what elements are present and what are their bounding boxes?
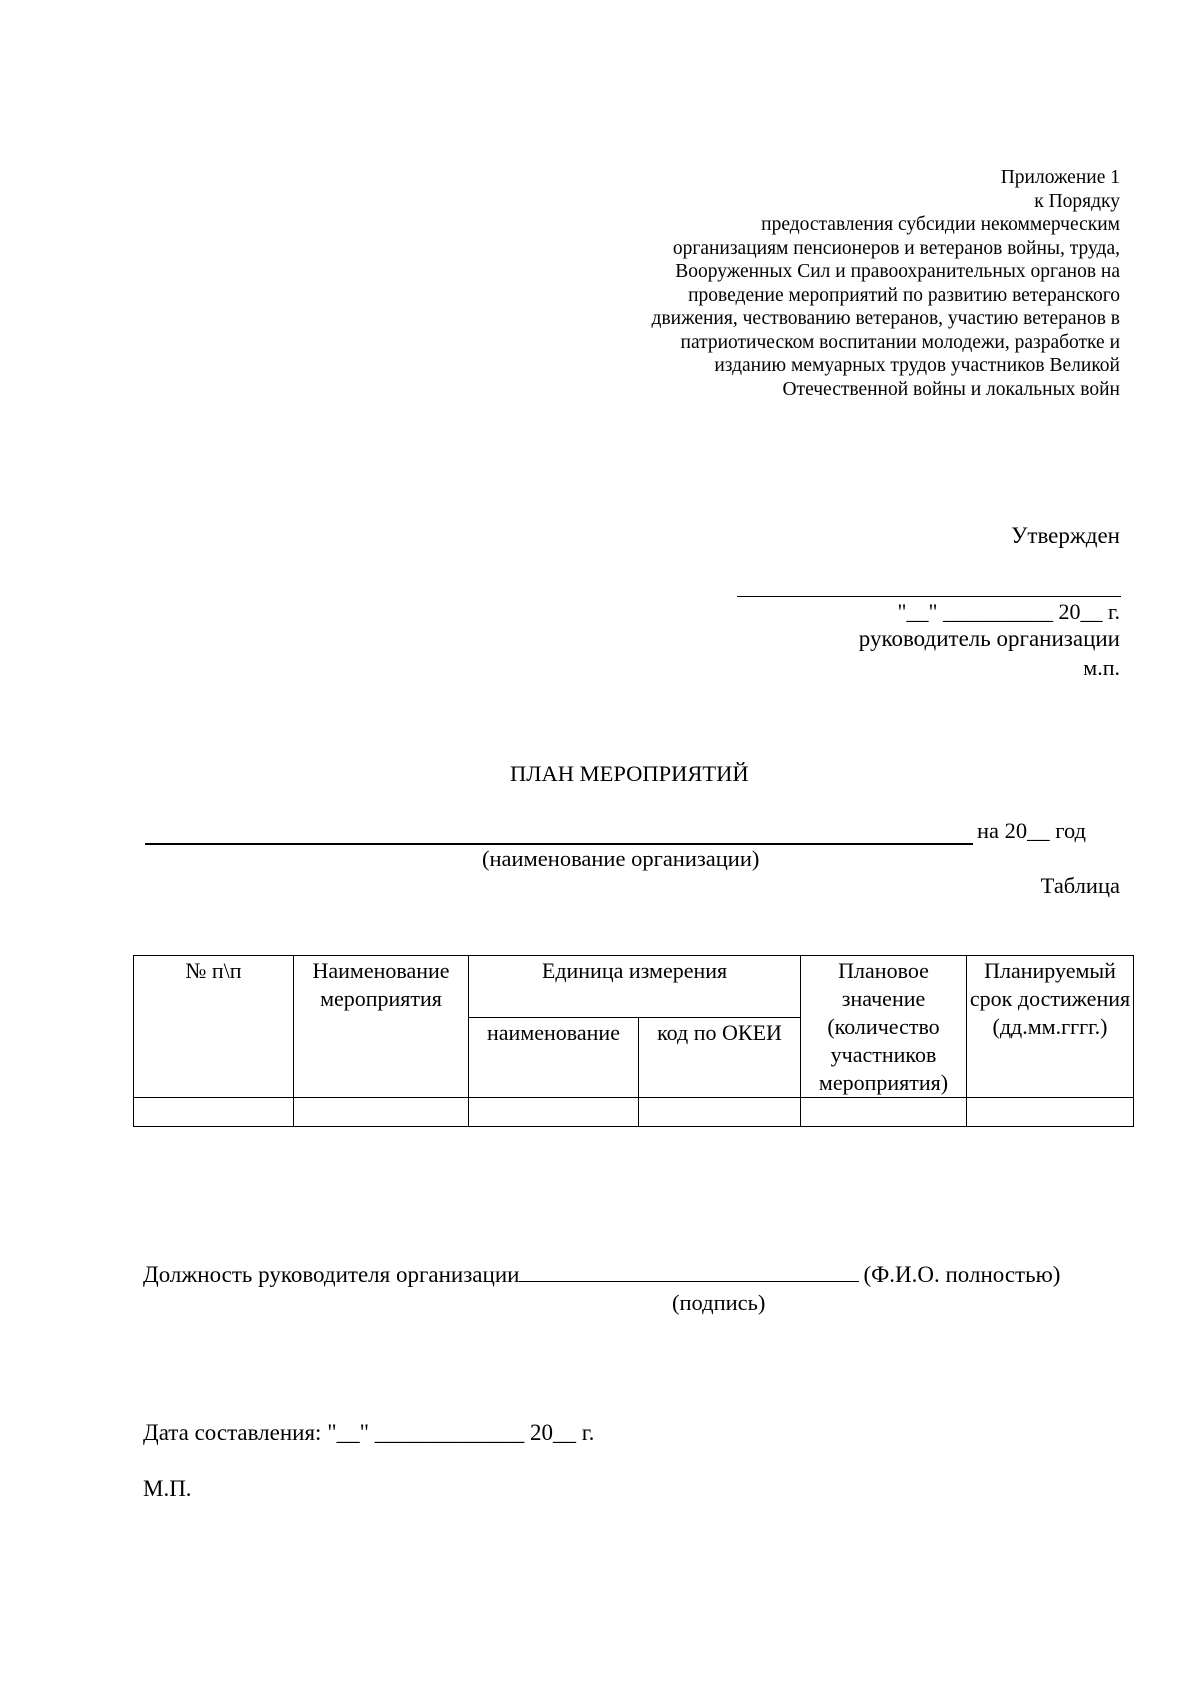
table-row [134, 1098, 1134, 1127]
plan-year: на 20__ год [977, 818, 1086, 843]
table-cell [801, 1098, 967, 1127]
appendix-line: изданию мемуарных трудов участников Великой [714, 355, 1120, 376]
appendix-block [560, 166, 1120, 401]
approved-title: Утвержден [1011, 523, 1120, 548]
events-plan-table [133, 955, 1134, 1127]
table-cell [967, 1098, 1134, 1127]
header-unit-code: код по ОКЕИ [639, 1018, 801, 1098]
table-header-row [134, 956, 1134, 1018]
appendix-line: Отечественной войны и локальных войн [782, 378, 1120, 400]
header-unit-name: наименование [469, 1018, 639, 1098]
header-deadline: Планируемый срок достижения (дд.мм.гггг.) [967, 956, 1134, 1098]
appendix-line: Приложение 1 [1000, 167, 1120, 188]
table-cell [469, 1098, 639, 1127]
approved-date-line: "__" __________ 20__ г. [897, 599, 1120, 624]
header-planned-value: Плановое значение (количество участников мероприятия) [801, 956, 967, 1098]
compile-date: Дата составления: "__" _____________ 20__ г. [143, 1420, 595, 1445]
signature-caption: (подпись) [672, 1290, 766, 1315]
seal-label: М.П. [143, 1476, 192, 1501]
approved-signature-line [737, 596, 1121, 597]
appendix-line: Вооруженных Сил и правоохранительных органов на [675, 261, 1120, 282]
plan-title: ПЛАН МЕРОПРИЯТИЙ [510, 761, 749, 786]
table-cell [294, 1098, 469, 1127]
table-cell [639, 1098, 801, 1127]
header-event-name: Наименование мероприятия [294, 956, 469, 1098]
header-number: № п\п [134, 956, 294, 1098]
approved-role: руководитель организации [858, 626, 1120, 651]
appendix-line: проведение мероприятий по развитию ветеранского [688, 284, 1120, 306]
table-label: Таблица [1040, 873, 1120, 898]
header-unit: Единица измерения [469, 956, 801, 1018]
position-label: Должность руководителя организации [143, 1262, 520, 1287]
signature-line [519, 1259, 859, 1282]
approved-seal: м.п. [1083, 655, 1120, 680]
signature-row [143, 1259, 1060, 1290]
appendix-line: патриотическом воспитании молодежи, разработке и [680, 331, 1120, 353]
organization-caption: (наименование организации) [482, 846, 760, 871]
fio-label: (Ф.И.О. полностью) [863, 1262, 1061, 1287]
appendix-line: предоставления субсидии некоммерческим [761, 214, 1120, 235]
appendix-line: организациям пенсионеров и ветеранов войны, труда, [672, 237, 1120, 259]
appendix-line: движения, чествованию ветеранов, участию ветеранов в [651, 308, 1120, 329]
table-cell [134, 1098, 294, 1127]
appendix-line: к Порядку [1034, 190, 1120, 212]
